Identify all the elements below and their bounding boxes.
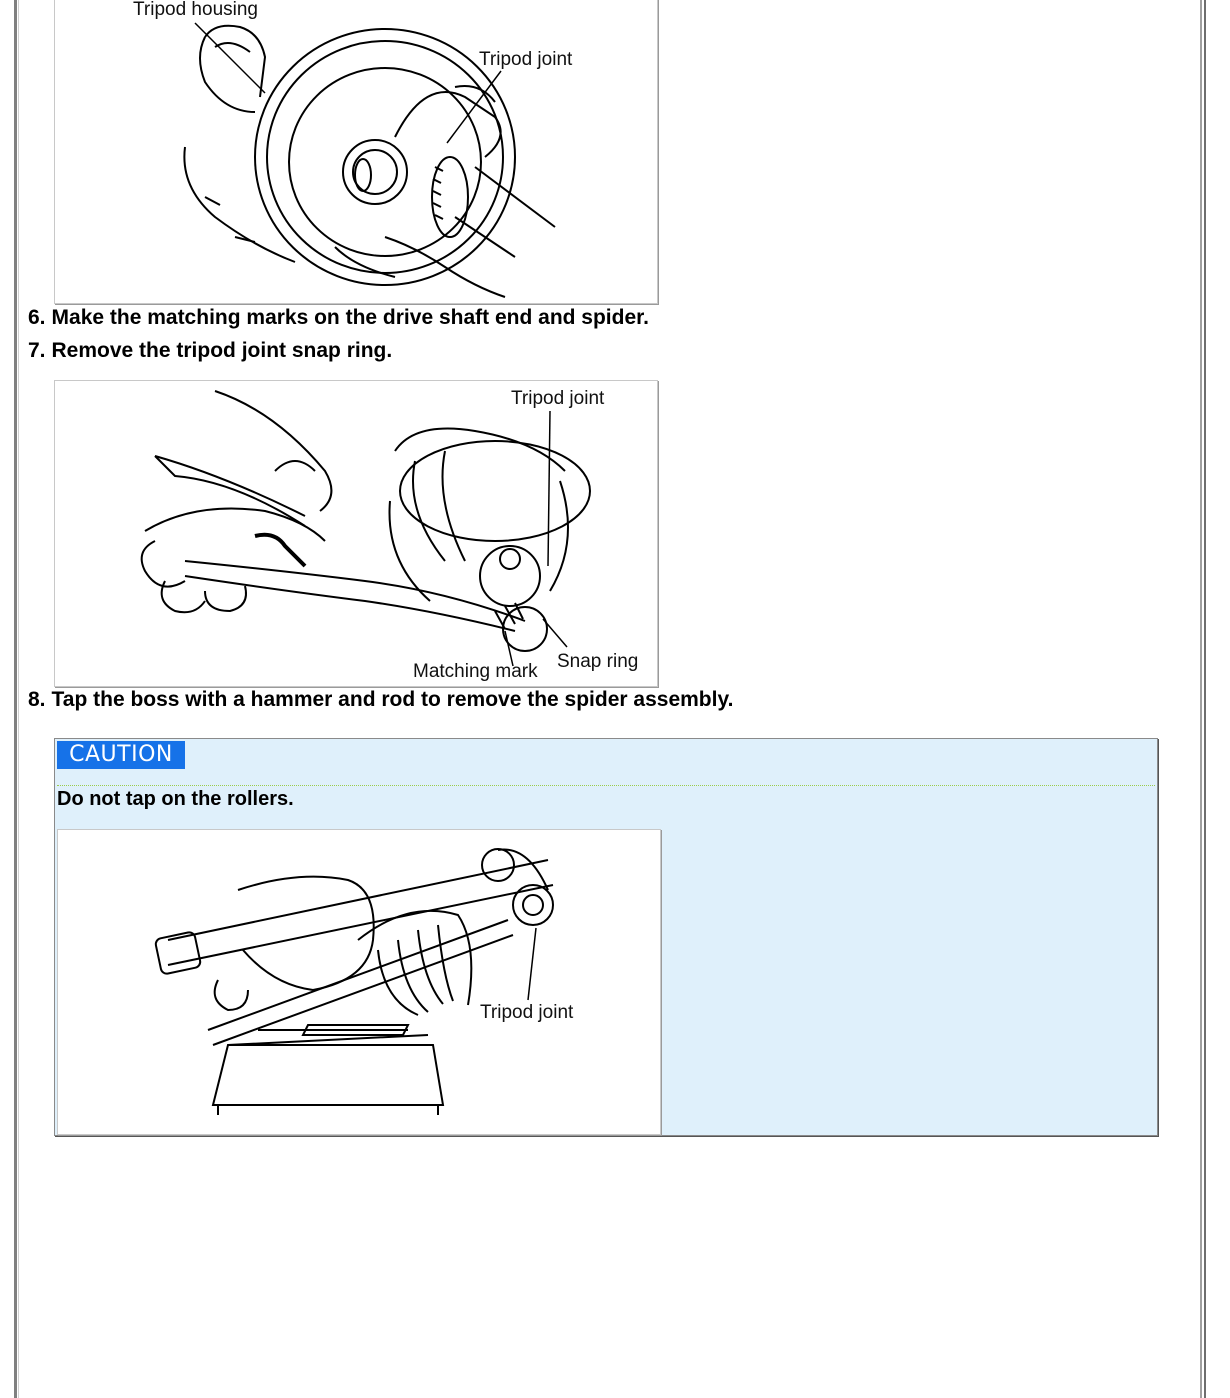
- step-number: 8.: [28, 688, 46, 711]
- caution-label: CAUTION: [57, 741, 185, 769]
- step-text: Make the matching marks on the drive shaft end and spider.: [51, 306, 650, 329]
- callout-matching-mark: Matching mark: [413, 661, 538, 682]
- hammer-rod-illustration: [58, 830, 660, 1134]
- callout-tripod-joint: Tripod joint: [480, 1002, 574, 1023]
- page-frame-right: [1200, 0, 1202, 1398]
- caution-box: [54, 738, 1158, 1136]
- step-6: [28, 306, 649, 330]
- figure-hammer-rod: [57, 829, 661, 1135]
- figure-snap-ring: [54, 380, 658, 687]
- step-text: Tap the boss with a hammer and rod to remove the spider assembly.: [51, 688, 734, 711]
- step-8: [28, 688, 733, 712]
- page-frame-right-outer: [1204, 0, 1206, 1398]
- callout-tripod-housing: Tripod housing: [133, 0, 258, 20]
- page-frame-left-inner: [18, 0, 19, 1398]
- snap-ring-illustration: [55, 381, 657, 686]
- caution-text: Do not tap on the rollers.: [57, 788, 294, 810]
- callout-tripod-joint: Tripod joint: [479, 49, 573, 70]
- figure-tripod-housing: [54, 0, 658, 304]
- tripod-housing-illustration: [55, 0, 657, 303]
- step-number: 6.: [28, 306, 46, 329]
- step-text: Remove the tripod joint snap ring.: [51, 339, 393, 362]
- step-number: 7.: [28, 339, 46, 362]
- step-7: [28, 339, 392, 363]
- callout-tripod-joint: Tripod joint: [511, 388, 605, 409]
- callout-snap-ring: Snap ring: [557, 651, 639, 672]
- page-frame-left: [14, 0, 17, 1398]
- caution-divider: [57, 785, 1155, 786]
